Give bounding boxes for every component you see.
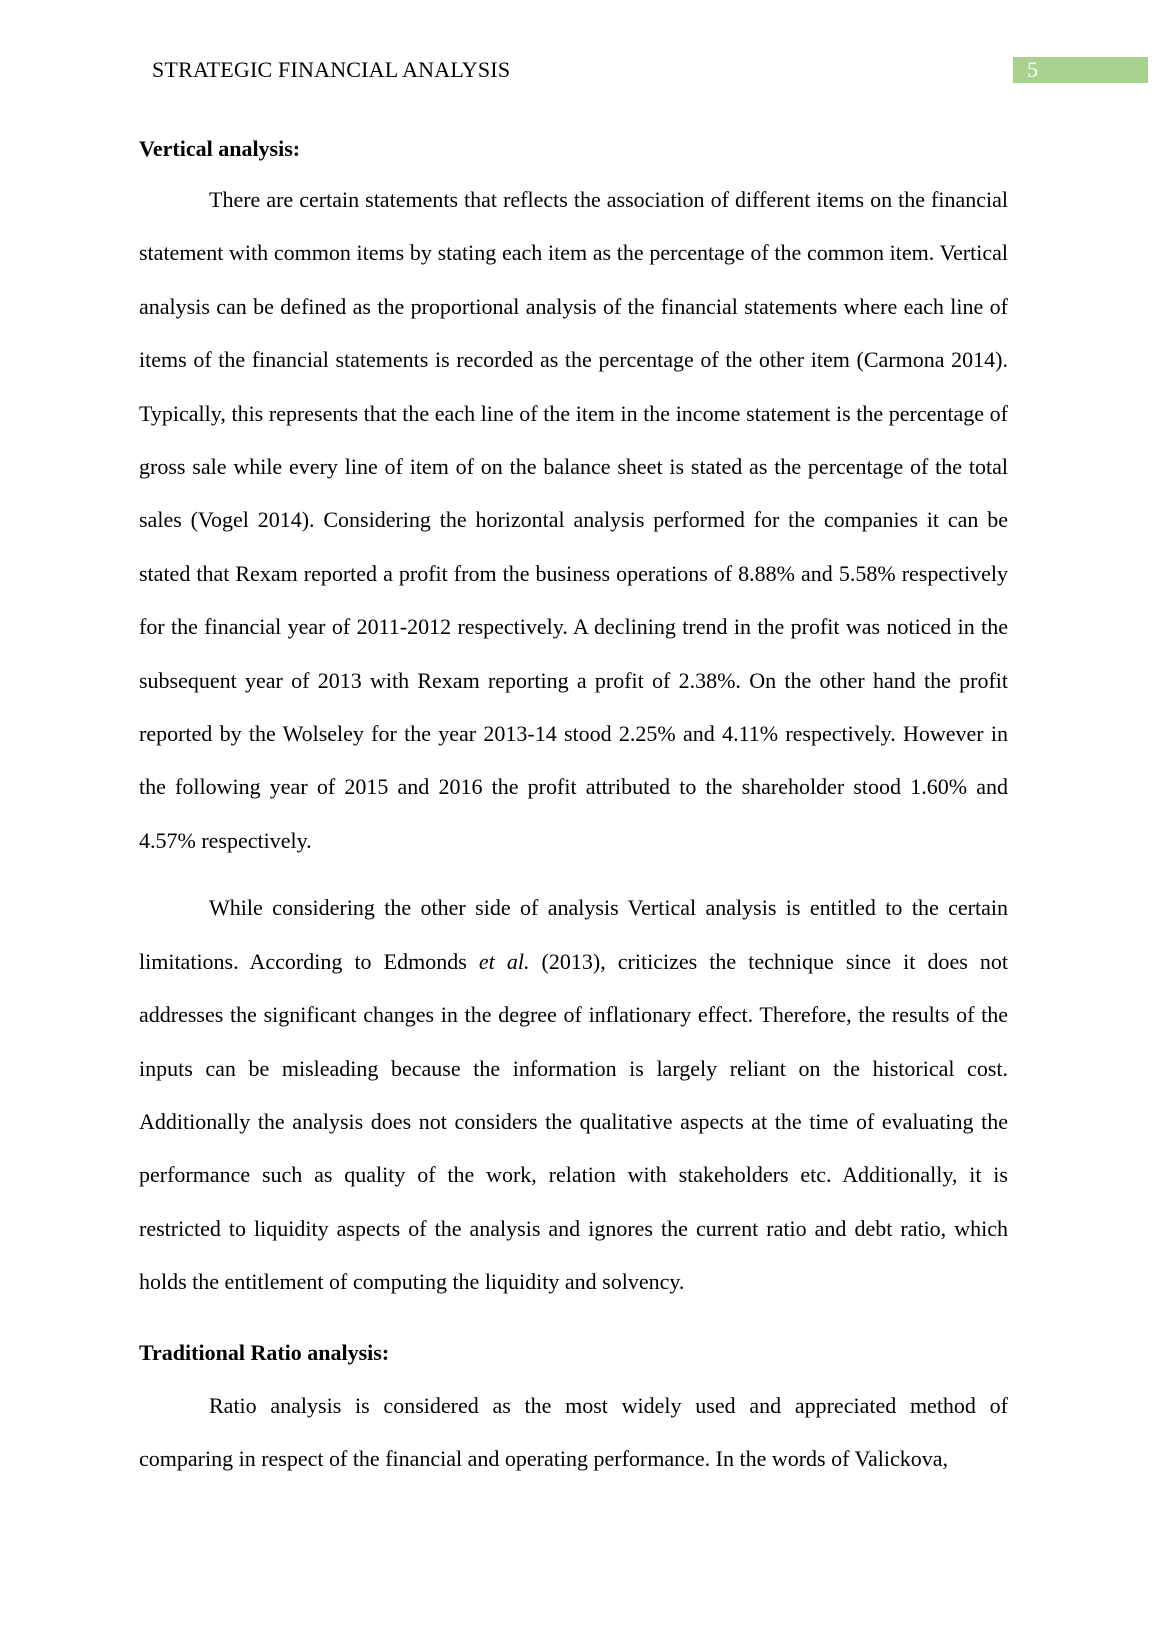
body-content — [139, 133, 1008, 1485]
section-heading-ratio-analysis: Traditional Ratio analysis: — [139, 1339, 390, 1365]
paragraph-vertical-definition: There are certain statements that reflects the association of different items on the financial statement with common items by stating each item as the percentage of the common item. Vertical analysis can be defined as the proportional analysis of the financial statements where each line of items of the financial statements is recorded as the percentage of the other item (Carmona 2014). Typically, this represents that the each line of the item in the income statement is the percentage of gross sale while every line of item of on the balance sheet is stated as the percentage of the total sales (Vogel 2014). Considering the horizontal analysis performed for the companies it can be stated that Rexam reported a profit from the business operations of 8.88% and 5.58% respectively for the financial year of 2011-2012 respectively. A declining trend in the profit was noticed in the subsequent year of 2013 with Rexam reporting a profit of 2.38%. On the other hand the profit reported by the Wolseley for the year 2013-14 stood 2.25% and 4.11% respectively. However in the following year of 2015 and 2016 the profit attributed to the shareholder stood 1.60% and 4.57% respectively. — [139, 187, 1008, 853]
paragraph-text-start: While considering the other side of analysis Vertical analysis is entitled to the certain limitations. According to Edmonds — [139, 895, 1008, 974]
paragraph-text-end: (2013), criticizes the technique since it does not addresses the significant changes in the degree of inflationary effect. Therefore, the results of the inputs can be misleading because the information is largely reliant on the historical cost. Additionally the analysis does not considers the qualitative aspects at the time of evaluating the performance such as quality of the work, relation with stakeholders etc. Additionally, it is restricted to liquidity aspects of the analysis and ignores the current ratio and debt ratio, which holds the entitlement of computing the liquidity and solvency. — [139, 948, 1009, 1295]
paragraph-vertical-limitations — [139, 881, 1008, 1308]
section-heading-vertical-analysis: Vertical analysis: — [139, 136, 301, 161]
page-number-badge: 5 — [1013, 57, 1148, 83]
citation-et-al: et al. — [478, 948, 530, 974]
paragraph-ratio-intro: Ratio analysis is considered as the most widely used and appreciated method of comparing in respect of the financial and operating performance. In the words of Valickova, — [139, 1392, 1008, 1471]
running-head-title: STRATEGIC FINANCIAL ANALYSIS — [152, 57, 511, 82]
